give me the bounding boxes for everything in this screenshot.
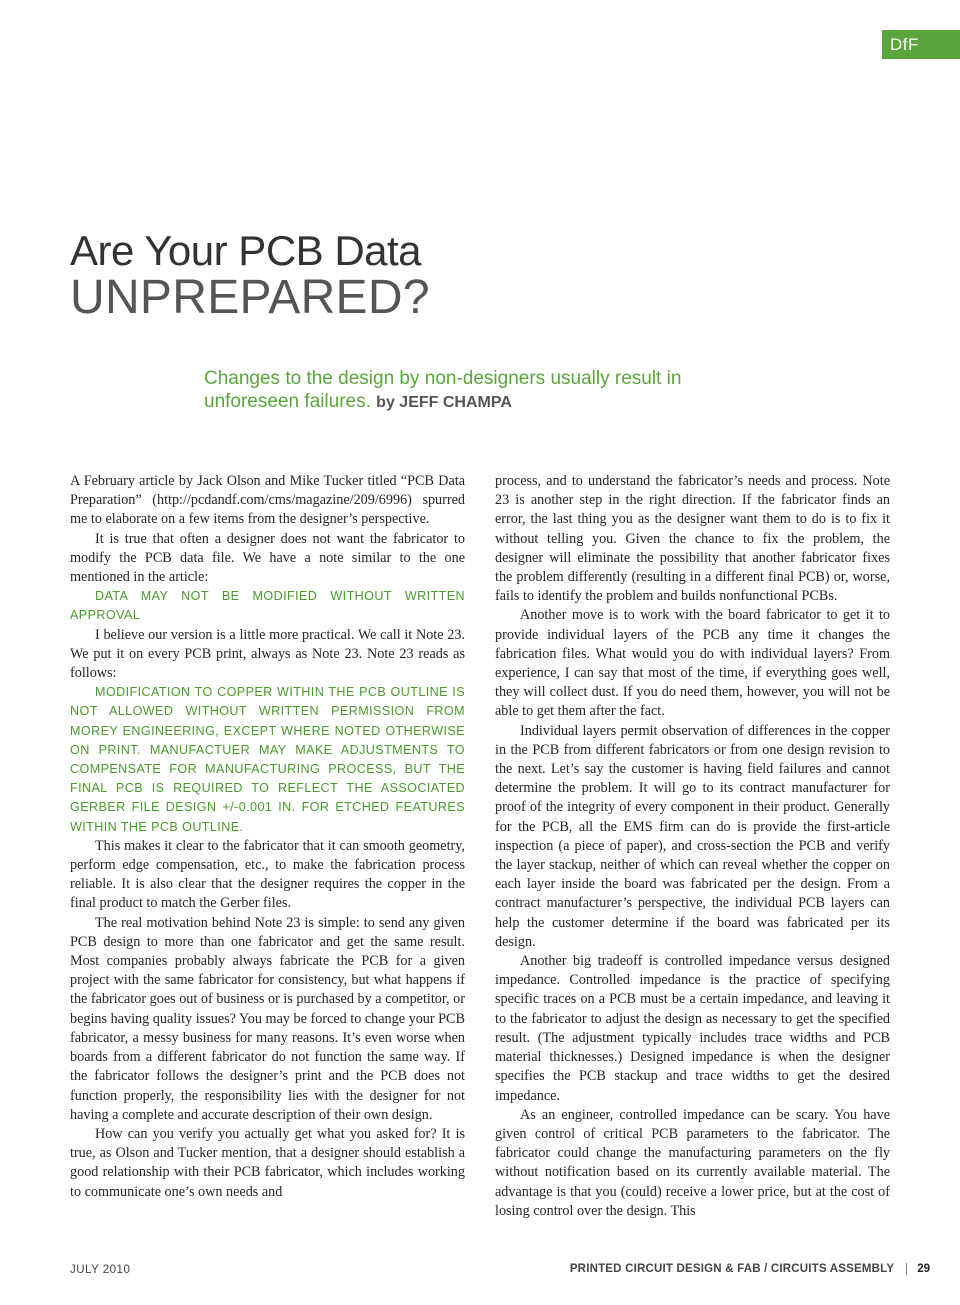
body-paragraph: This makes it clear to the fabricator that it can smooth geometry, perform edge compensation, etc., to make the fabrication process reliable. It is also clear that the designer requires the copper in the final product to match the Gerber files. [70,837,465,912]
note-paragraph: DATA MAY NOT BE MODIFIED WITHOUT WRITTEN APPROVAL [70,589,465,623]
body-paragraph: Another move is to work with the board fabricator to get it to provide individual layers of the PCB any time it changes the fabrication files. What would you do with individual layers? From experience, I can say that most of the time, if everything goes well, they will collect dust. If you do need them, however, you will not be able to get them after the fact. [495,607,890,720]
article-deck [204,367,764,414]
body-paragraph: Individual layers permit observation of differences in the copper in the PCB from different fabricators or from one design revision to the next. Let’s say the customer is having field failures and cannot determine the problem. It will go to its contract manufacturer for proof of the integrity of every component in their product. Generally for the PCB, all the EMS firm can do is provide the first-article inspection (a piece of paper), and cross-section the PCB and verify the layer stackup, neither of which can reveal whether the copper on each layer inside the board was fabricated per the design. From a contract manufacturer’s perspective, the individual PCB layers can help the customer determine if the board was fabricated per its design. [495,722,890,950]
deck-text: Changes to the design by non-designers usually result in unforeseen failures. [204,368,682,412]
body-column-right [495,472,890,1221]
body-paragraph: process, and to understand the fabricator’s needs and process. Note 23 is another step in the right direction. If the fabricator finds an error, the last thing you as the designer want them to do is to fix it without telling you. Given the chance to fix the problem, the designer will eliminate the possibility that another fabricator fixes the problem differently (resulting in a different final PCB) or, worse, fails to identify the problem and builds nonfunctional PCBs. [495,473,890,605]
article-title-line2: UNPREPARED? [70,271,430,324]
body-paragraph: The real motivation behind Note 23 is simple: to send any given PCB design to more than one fabricator and get the same result. Most companies probably always fabricate the PCB for a given project with the same fabricator for consistency, but what happens if the fabricator goes out of business or is purchased by a competitor, or begins having quality issues? You may be forced to change your PCB fabricator, a messy business for many reasons. It’s even worse when boards from a different fabricator do not function the same way. If the fabricator follows the designer’s print and the PCB does not function properly, the responsibility lies with the designer for not having a complete and accurate description of their own design. [70,914,465,1123]
page-number: 29 [917,1263,930,1275]
body-paragraph: A February article by Jack Olson and Mike Tucker titled “PCB Data Preparation” (http://pcdandf.com/cms/magazine/209/6996) spurred me to elaborate on a few items from the designer’s perspective. [70,473,465,528]
body-paragraph: I believe our version is a little more practical. We call it Note 23. We put it on every PCB print, always as Note 23. Note 23 reads as follows: [70,626,465,682]
footer-divider [906,1263,907,1275]
note-paragraph: MODIFICATION TO COPPER WITHIN THE PCB OUTLINE IS NOT ALLOWED WITHOUT WRITTEN PERMISSION FROM MOREY ENGINEERING, EXCEPT WHERE NOTED OTHERWISE ON PRINT. MANUFACTUER MAY MAKE ADJUSTMENTS TO COMPENSATE FOR MANUFACTURING PROCESS, BUT THE FINAL PCB IS REQUIRED TO REFLECT THE ASSOCIATED GERBER FILE DESIGN +/-0.001 IN. FOR ETCHED FEATURES WITHIN THE PCB OUTLINE. [70,685,465,834]
footer-date: JULY 2010 [70,1264,131,1276]
body-column-left [70,472,465,1202]
footer-publication-block [570,1263,930,1275]
article-title-line1: Are Your PCB Data [70,227,422,274]
byline: by JEFF CHAMPA [376,394,512,411]
body-paragraph: As an engineer, controlled impedance can be scary. You have given control of critical PCB parameters to the fabricator. The fabricator could change the manufacturing parameters on the fly without notification based on its currently available material. The advantage is that you (could) receive a lower price, but at the cost of losing control over the design. This [495,1106,890,1219]
body-paragraph: Another big tradeoff is controlled impedance versus designed impedance. Controlled impedance is the practice of specifying specific traces on a PCB must be a certain impedance, and leaving it to the fabricator to adjust the design as necessary to get the specified result. (The adjustment typically includes trace widths and PCB material thicknesses.) Designed impedance is when the designer specifies the PCB stackup and trace widths to get the desired impedance. [495,953,890,1104]
body-paragraph: How can you verify you actually get what you asked for? It is true, as Olson and Tucker mention, that a designer should establish a good relationship with their PCB fabricator, which includes working to communicate one’s own needs and [70,1125,465,1200]
footer-publication: PRINTED CIRCUIT DESIGN & FAB / CIRCUITS ASSEMBLY [569,1263,895,1275]
section-tag: DfF [882,30,960,59]
body-paragraph: It is true that often a designer does not want the fabricator to modify the PCB data file. We have a note similar to the one mentioned in the article: [70,530,465,586]
